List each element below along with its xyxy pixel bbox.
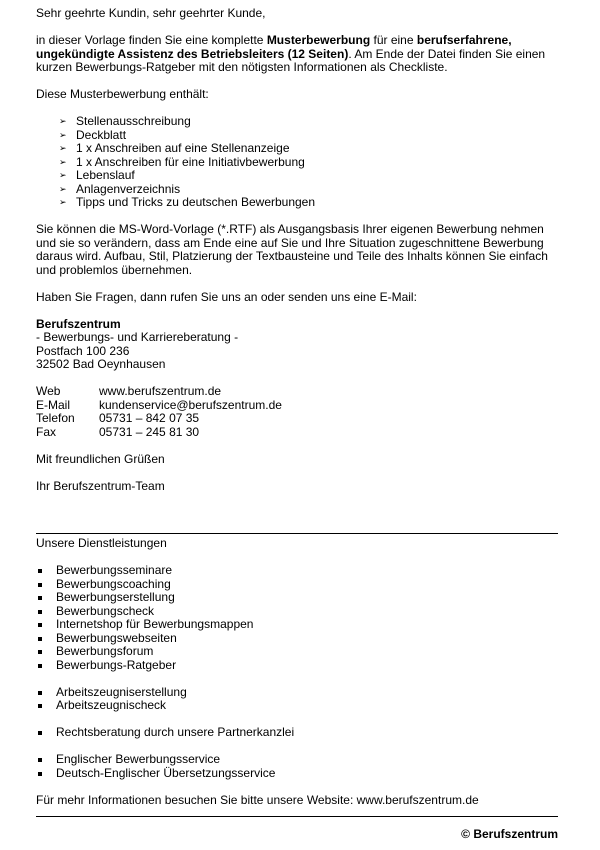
contents-heading: Diese Musterbewerbung enthält: — [36, 87, 209, 101]
intro-bold-1: Musterbewerbung — [266, 33, 371, 47]
contact-row-fax: Fax 05731 – 245 81 30 — [36, 424, 200, 439]
list-item: Arbeitszeugniserstellung — [36, 686, 560, 700]
contact-row-phone: Telefon 05731 – 842 07 35 — [36, 411, 200, 425]
arrow-bullet-icon: ➢ — [59, 197, 67, 207]
arrow-bullet-icon: ➢ — [59, 156, 67, 167]
list-item: Deutsch-Englischer Übersetzungsservice — [36, 767, 560, 781]
list-item: ➢ 1 x Anschreiben auf eine Stellenanzeige — [59, 141, 290, 155]
intro-paragraph — [36, 34, 560, 75]
services-section — [36, 537, 560, 808]
arrow-bullet-icon: ➢ — [59, 170, 67, 180]
square-bullet-icon — [38, 731, 42, 735]
square-bullet-icon — [38, 637, 42, 641]
square-bullet-icon — [38, 664, 42, 668]
list-item: ➢ Tipps und Tricks zu deutschen Bewerbungen — [59, 195, 316, 209]
list-item: Bewerbungs-Ratgeber — [36, 659, 560, 673]
list-item: Rechtsberatung durch unsere Partnerkanzlei — [36, 726, 560, 740]
services-heading: Unsere Dienstleistungen — [36, 536, 167, 550]
list-item: Bewerbungscoaching — [36, 578, 560, 592]
square-bullet-icon — [38, 610, 42, 614]
contact-block — [36, 385, 560, 439]
contact-row-web: Web www.berufszentrum.de — [36, 384, 222, 398]
square-bullet-icon — [38, 583, 42, 587]
company-name: Berufszentrum — [36, 316, 121, 331]
company-subtitle: - Bewerbungs- und Karriereberatung - — [36, 330, 239, 344]
questions-paragraph: Haben Sie Fragen, dann rufen Sie uns an oder senden uns eine E-Mail: — [36, 289, 417, 304]
services-list — [36, 564, 560, 780]
list-item: ➢ Anlagenverzeichnis — [59, 181, 181, 196]
list-item: Internetshop für Bewerbungsmappen — [36, 618, 560, 632]
arrow-bullet-icon: ➢ — [59, 183, 67, 194]
list-item: ➢ Deckblatt — [59, 127, 127, 142]
city: 32502 Bad Oeynhausen — [36, 357, 166, 371]
fax-number: 05731 – 245 81 30 — [99, 424, 200, 439]
list-item: ➢ 1 x Anschreiben für eine Initiativbewerbung — [59, 154, 305, 169]
letter-body — [36, 7, 560, 493]
more-info-text: Für mehr Informationen besuchen Sie bitte unsere Website: www.berufszentrum.de — [36, 793, 479, 807]
list-item: Bewerbungscheck — [36, 605, 560, 619]
email-link[interactable]: kundenservice@berufszentrum.de — [99, 397, 282, 412]
square-bullet-icon — [38, 772, 42, 776]
square-bullet-icon — [38, 758, 42, 762]
arrow-bullet-icon: ➢ — [59, 143, 67, 153]
signature: Ihr Berufszentrum-Team — [36, 478, 165, 493]
list-item: ➢ Stellenausschreibung — [59, 114, 191, 128]
address-block — [36, 318, 560, 372]
list-item: Englischer Bewerbungsservice — [36, 753, 560, 767]
list-item: ➢ Lebenslauf — [59, 168, 135, 182]
list-item: Bewerbungswebseiten — [36, 632, 560, 646]
divider-top — [36, 533, 558, 534]
contents-list — [36, 115, 560, 210]
intro-text-2: für eine — [370, 33, 417, 47]
list-item: Bewerbungsseminare — [36, 564, 560, 578]
square-bullet-icon — [38, 569, 42, 573]
usage-paragraph: Sie können die MS-Word-Vorlage (*.RTF) als Ausgangsbasis Ihrer eigenen Bewerbung nehmen und sie so verändern, dass am Ende eine auf Sie und Ihre Situation zugeschnittene Bewerbung daraus wird. Aufbau, Stil, Platzierung der Textbausteine und Teile des Inhalts können Sie einfach und problemlos übernehmen. — [36, 222, 548, 277]
arrow-bullet-icon: ➢ — [59, 116, 67, 126]
square-bullet-icon — [38, 691, 42, 695]
copyright: © Berufszentrum — [461, 827, 558, 841]
square-bullet-icon — [38, 650, 42, 654]
square-bullet-icon — [38, 704, 42, 708]
greeting: Sehr geehrte Kundin, sehr geehrter Kunde, — [36, 6, 266, 20]
list-item: Bewerbungserstellung — [36, 591, 560, 605]
list-item: Arbeitszeugnischeck — [36, 699, 560, 713]
phone-number: 05731 – 842 07 35 — [99, 411, 200, 425]
square-bullet-icon — [38, 623, 42, 627]
intro-text-1: in dieser Vorlage finden Sie eine komplette — [36, 33, 267, 47]
closing: Mit freundlichen Grüßen — [36, 451, 165, 466]
arrow-bullet-icon: ➢ — [59, 129, 67, 140]
contact-row-email: E-Mail kundenservice@berufszentrum.de — [36, 397, 282, 412]
list-item: Bewerbungsforum — [36, 645, 560, 659]
intro-text-3: . Am Ende der Datei finden Sie einen kurzen Bewerbungs-Ratgeber mit den nötigsten Informationen als Checkliste. — [36, 46, 546, 74]
divider-bottom — [36, 816, 558, 817]
postbox: Postfach 100 236 — [36, 343, 130, 358]
intro-bold-2: berufserfahrene, ungekündigte Assistenz des Betriebsleiters (12 Seiten) — [36, 33, 512, 61]
square-bullet-icon — [38, 596, 42, 600]
web-link[interactable]: www.berufszentrum.de — [99, 384, 222, 398]
